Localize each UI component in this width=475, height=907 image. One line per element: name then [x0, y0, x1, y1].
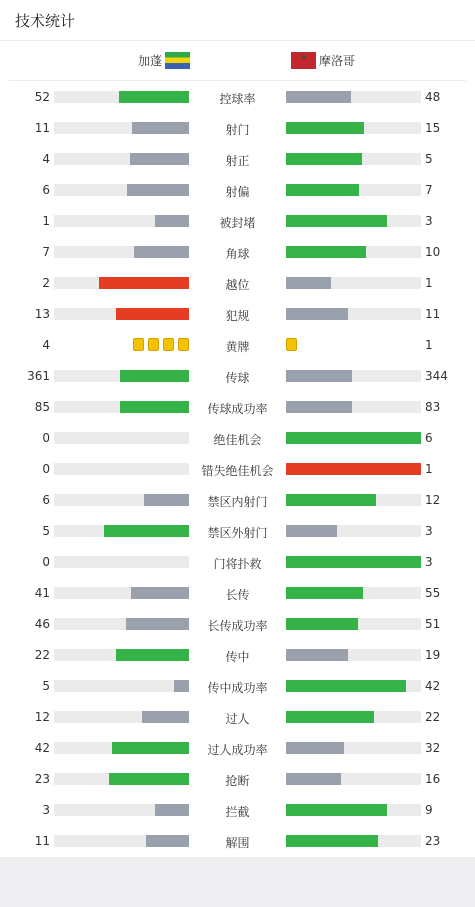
away-yellow-cards [286, 338, 421, 351]
home-bar-fill [120, 401, 189, 413]
stat-row [0, 702, 475, 733]
away-value: 3 [425, 524, 433, 538]
home-bar-fill [155, 804, 189, 816]
home-bar-track [54, 153, 189, 165]
stat-row [0, 609, 475, 640]
stat-label: 射偏 [225, 185, 250, 199]
title-bar [0, 0, 475, 41]
home-bar-track [54, 184, 189, 196]
home-bar-track [54, 525, 189, 537]
away-bar-fill [286, 246, 366, 258]
stat-label: 角球 [225, 247, 250, 261]
away-value: 42 [425, 679, 441, 693]
stat-label: 过人 [225, 712, 250, 726]
away-team [291, 52, 355, 69]
away-value: 11 [425, 307, 441, 321]
stat-label: 传中 [225, 650, 250, 664]
stat-row [0, 578, 475, 609]
morocco-flag-icon [291, 52, 316, 69]
home-value: 6 [42, 493, 50, 507]
home-bar-fill [127, 184, 189, 196]
home-team-name: 加蓬 [137, 54, 162, 68]
away-bar-track [286, 525, 421, 537]
away-bar-track [286, 556, 421, 568]
away-value: 5 [425, 152, 433, 166]
stat-row [0, 640, 475, 671]
stat-row [0, 82, 475, 113]
home-bar-track [54, 401, 189, 413]
home-bar-track [54, 587, 189, 599]
home-bar-track [54, 308, 189, 320]
home-value: 7 [42, 245, 50, 259]
away-value: 15 [425, 121, 441, 135]
stat-label: 黄牌 [225, 340, 250, 354]
home-value: 23 [34, 772, 50, 786]
stat-label: 过人成功率 [207, 743, 268, 757]
home-bar-track [54, 494, 189, 506]
home-bar-fill [120, 370, 189, 382]
yellow-card-icon [133, 338, 144, 351]
home-bar-track [54, 742, 189, 754]
away-bar-track [286, 835, 421, 847]
home-bar-track [54, 122, 189, 134]
home-value: 1 [42, 214, 50, 228]
stat-label: 被封堵 [219, 216, 256, 230]
away-bar-track [286, 773, 421, 785]
home-bar-track [54, 215, 189, 227]
away-value: 1 [425, 338, 433, 352]
home-team [138, 52, 190, 69]
away-bar-fill [286, 587, 363, 599]
away-value: 32 [425, 741, 441, 755]
away-team-name: 摩洛哥 [319, 54, 356, 68]
away-bar-fill [286, 525, 337, 537]
away-bar-track [286, 804, 421, 816]
home-bar-fill [174, 680, 189, 692]
away-bar-track [286, 742, 421, 754]
away-bar-fill [286, 370, 352, 382]
home-value: 11 [34, 121, 50, 135]
stat-label: 抢断 [225, 774, 250, 788]
page-title: 技术统计 [15, 12, 76, 30]
away-bar-track [286, 680, 421, 692]
away-bar-track [286, 277, 421, 289]
away-bar-track [286, 308, 421, 320]
stat-label: 传球成功率 [207, 402, 268, 416]
stat-row [0, 113, 475, 144]
home-bar-fill [126, 618, 189, 630]
away-bar-track [286, 153, 421, 165]
home-value: 2 [42, 276, 50, 290]
home-value: 85 [34, 400, 50, 414]
home-bar-track [54, 804, 189, 816]
home-bar-track [54, 277, 189, 289]
home-value: 0 [42, 431, 50, 445]
away-bar-fill [286, 649, 348, 661]
away-bar-fill [286, 153, 362, 165]
home-value: 5 [42, 679, 50, 693]
away-bar-fill [286, 432, 421, 444]
stat-row [0, 423, 475, 454]
away-bar-fill [286, 184, 359, 196]
stat-row [0, 175, 475, 206]
away-value: 83 [425, 400, 441, 414]
away-bar-track [286, 432, 421, 444]
yellow-card-icon [178, 338, 189, 351]
home-value: 52 [34, 90, 50, 104]
away-value: 48 [425, 90, 441, 104]
stat-row [0, 671, 475, 702]
away-value: 1 [425, 276, 433, 290]
home-value: 0 [42, 555, 50, 569]
away-value: 7 [425, 183, 433, 197]
home-value: 22 [34, 648, 50, 662]
away-bar-fill [286, 742, 344, 754]
away-value: 16 [425, 772, 441, 786]
home-bar-fill [131, 587, 189, 599]
stat-row [0, 237, 475, 268]
away-value: 55 [425, 586, 441, 600]
away-value: 3 [425, 214, 433, 228]
home-bar-track [54, 246, 189, 258]
home-bar-track [54, 91, 189, 103]
home-bar-fill [142, 711, 189, 723]
away-value: 22 [425, 710, 441, 724]
stat-label: 传球 [225, 371, 250, 385]
home-value: 13 [34, 307, 50, 321]
away-value: 12 [425, 493, 441, 507]
away-bar-fill [286, 91, 351, 103]
stat-row [0, 547, 475, 578]
away-bar-fill [286, 773, 341, 785]
away-value: 3 [425, 555, 433, 569]
stat-label: 门将扑救 [213, 557, 262, 571]
stat-label: 射门 [225, 123, 250, 137]
stat-label: 禁区外射门 [207, 526, 268, 540]
stat-label: 禁区内射门 [207, 495, 268, 509]
gabon-flag-icon [165, 52, 190, 69]
stat-row [0, 206, 475, 237]
home-bar-fill [112, 742, 189, 754]
stat-row [0, 795, 475, 826]
away-value: 23 [425, 834, 441, 848]
away-bar-track [286, 184, 421, 196]
home-bar-fill [116, 649, 189, 661]
stat-label: 越位 [225, 278, 250, 292]
away-bar-track [286, 122, 421, 134]
away-value: 1 [425, 462, 433, 476]
home-value: 42 [34, 741, 50, 755]
stat-label: 绝佳机会 [213, 433, 262, 447]
yellow-card-icon [148, 338, 159, 351]
away-value: 10 [425, 245, 441, 259]
home-value: 3 [42, 803, 50, 817]
home-bar-fill [155, 215, 189, 227]
home-bar-track [54, 556, 189, 568]
stat-row [0, 392, 475, 423]
stat-label: 传中成功率 [207, 681, 268, 695]
away-bar-fill [286, 401, 352, 413]
away-bar-track [286, 587, 421, 599]
home-bar-track [54, 773, 189, 785]
away-bar-fill [286, 215, 387, 227]
stat-row [0, 454, 475, 485]
home-bar-track [54, 711, 189, 723]
stat-row [0, 299, 475, 330]
stats-list [0, 82, 475, 857]
away-value: 51 [425, 617, 441, 631]
away-value: 6 [425, 431, 433, 445]
teams-header [9, 41, 466, 81]
home-bar-fill [109, 773, 189, 785]
home-value: 5 [42, 524, 50, 538]
home-bar-fill [104, 525, 189, 537]
away-bar-track [286, 494, 421, 506]
stat-label: 控球率 [219, 92, 256, 106]
home-bar-track [54, 649, 189, 661]
stat-row [0, 516, 475, 547]
stat-label: 错失绝佳机会 [201, 464, 274, 478]
home-bar-track [54, 618, 189, 630]
away-bar-fill [286, 308, 348, 320]
away-bar-track [286, 463, 421, 475]
away-value: 19 [425, 648, 441, 662]
home-value: 361 [27, 369, 50, 383]
away-bar-track [286, 215, 421, 227]
home-value: 4 [42, 152, 50, 166]
stat-label: 犯规 [225, 309, 250, 323]
away-bar-fill [286, 711, 374, 723]
home-value: 41 [34, 586, 50, 600]
home-value: 6 [42, 183, 50, 197]
stat-row [0, 733, 475, 764]
away-value: 344 [425, 369, 448, 383]
away-bar-track [286, 91, 421, 103]
away-bar-track [286, 246, 421, 258]
home-bar-fill [130, 153, 189, 165]
away-bar-fill [286, 804, 387, 816]
home-value: 46 [34, 617, 50, 631]
home-value: 0 [42, 462, 50, 476]
home-value: 12 [34, 710, 50, 724]
away-bar-fill [286, 556, 421, 568]
stat-label: 长传 [225, 588, 250, 602]
stat-row [0, 764, 475, 795]
home-bar-fill [119, 91, 189, 103]
stat-row [0, 268, 475, 299]
home-yellow-cards [54, 338, 189, 351]
away-bar-fill [286, 680, 406, 692]
away-bar-fill [286, 122, 364, 134]
stat-label: 解围 [225, 836, 250, 850]
home-bar-fill [134, 246, 189, 258]
away-bar-track [286, 370, 421, 382]
stat-label: 射正 [225, 154, 250, 168]
home-bar-track [54, 370, 189, 382]
home-bar-track [54, 680, 189, 692]
away-bar-track [286, 711, 421, 723]
away-bar-fill [286, 494, 376, 506]
home-bar-fill [146, 835, 189, 847]
home-bar-track [54, 835, 189, 847]
away-bar-fill [286, 277, 331, 289]
stat-label: 拦截 [225, 805, 250, 819]
stat-row [0, 826, 475, 857]
home-value: 4 [42, 338, 50, 352]
home-bar-fill [144, 494, 189, 506]
stat-row [0, 485, 475, 516]
away-bar-fill [286, 463, 421, 475]
yellow-card-icon [286, 338, 297, 351]
home-bar-track [54, 432, 189, 444]
away-bar-fill [286, 618, 358, 630]
home-bar-track [54, 463, 189, 475]
away-bar-track [286, 401, 421, 413]
stat-row [0, 330, 475, 361]
away-bar-fill [286, 835, 378, 847]
home-value: 11 [34, 834, 50, 848]
away-bar-track [286, 618, 421, 630]
stat-row [0, 144, 475, 175]
yellow-card-icon [163, 338, 174, 351]
away-value: 9 [425, 803, 433, 817]
stat-row [0, 361, 475, 392]
home-bar-fill [99, 277, 189, 289]
away-bar-track [286, 649, 421, 661]
home-bar-fill [132, 122, 189, 134]
stat-label: 长传成功率 [207, 619, 268, 633]
home-bar-fill [116, 308, 189, 320]
